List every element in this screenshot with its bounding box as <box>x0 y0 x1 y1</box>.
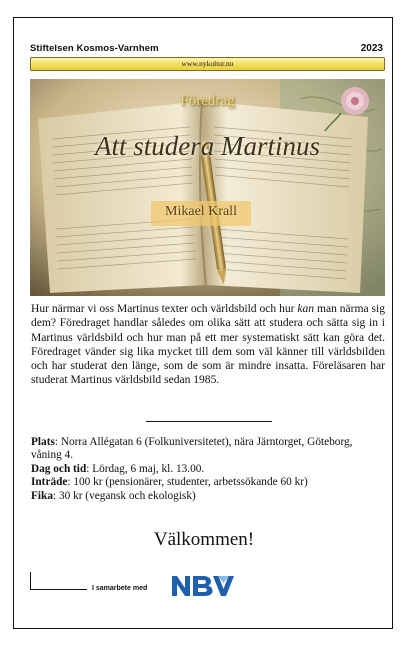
nbv-logo-graphic <box>171 574 235 598</box>
detail-datetime-value: : Lördag, 6 maj, kl. 13.00. <box>86 462 205 475</box>
nbv-logo <box>171 574 235 598</box>
detail-fika-value: : 30 kr (vegansk och ekologisk) <box>52 489 196 502</box>
partner-text: I samarbete med <box>92 585 148 592</box>
detail-datetime-label: Dag och tid <box>31 462 87 475</box>
section-divider <box>146 421 272 422</box>
description-part-1: Hur närmar vi oss Martinus texter och världsbild och hur <box>31 303 298 315</box>
website-link[interactable]: www.nykultur.nu <box>181 59 234 68</box>
speaker-name: Mikael Krall <box>165 204 237 219</box>
detail-place-label: Plats <box>31 436 55 448</box>
corner-line-vertical <box>30 572 31 589</box>
organization-name: Stiftelsen Kosmos-Varnhem <box>30 43 159 54</box>
event-details <box>31 436 386 503</box>
website-banner[interactable] <box>30 57 385 71</box>
book-photo <box>30 79 385 296</box>
welcome-text: Välkommen! <box>153 529 255 550</box>
event-description <box>31 302 385 388</box>
detail-place <box>31 436 386 463</box>
detail-fee <box>31 476 386 489</box>
detail-fee-value: : 100 kr (pensionärer, studenter, arbetssökande 60 kr) <box>67 476 308 489</box>
book-photo-illustration <box>30 79 385 296</box>
detail-fika <box>31 490 386 503</box>
detail-datetime <box>31 463 386 476</box>
detail-place-value: : Norra Allégatan 6 (Folkuniversitetet), nära Järntorget, Göteborg, våning 4. <box>31 436 353 462</box>
detail-fee-label: Inträde <box>31 476 68 489</box>
corner-line-horizontal <box>30 589 87 590</box>
event-type-label: Föredrag <box>180 93 235 109</box>
event-title: Att studera Martinus <box>94 131 320 161</box>
year-label: 2023 <box>360 43 383 54</box>
detail-fika-label: Fika <box>31 489 53 502</box>
description-part-2: man närma sig dem? Föredraget handlar således om olika sätt att studera och sätta sig in i Martinus världsbild och hur man på ett mer systematiskt sätt kan göra det. Föredraget vänder sig lika mycket till dem som väl känner till världsbilden och har studerat den länge, som de som är mindre insatta. Föreläsaren har studerat Martinus världsbild sedan 1985. <box>31 303 385 387</box>
description-emphasis: kan <box>297 303 315 315</box>
